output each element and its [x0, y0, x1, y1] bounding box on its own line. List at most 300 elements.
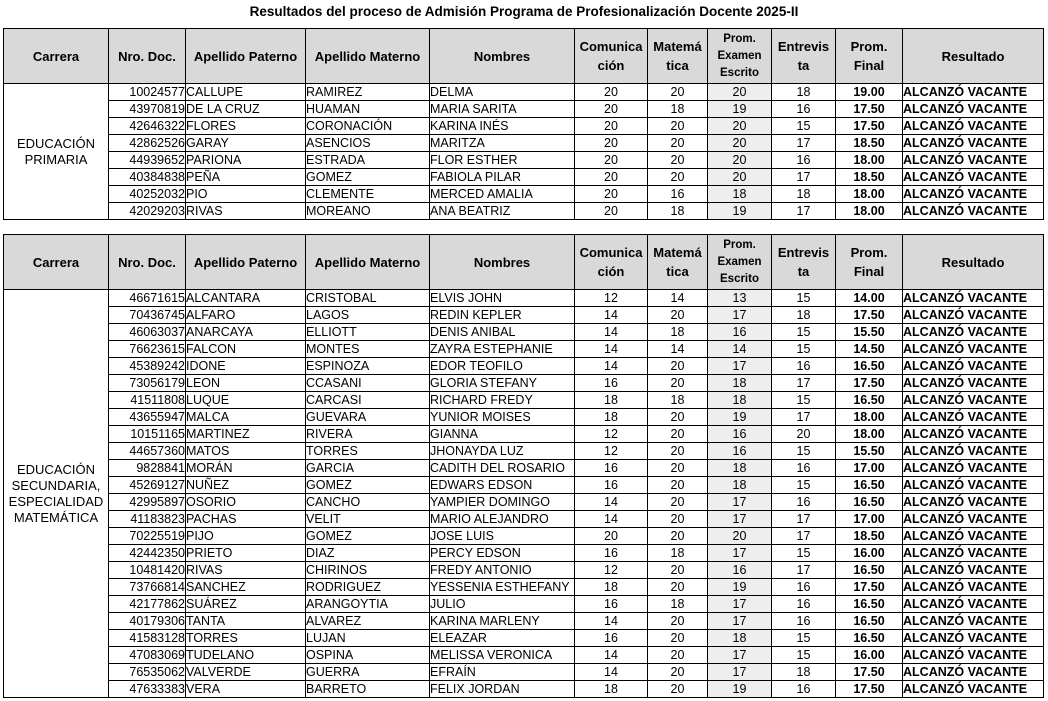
nombres-cell: KARINA MARLENY [430, 613, 575, 630]
apellido-materno-cell: GOMEZ [306, 169, 430, 186]
nombres-cell: FREDY ANTONIO [430, 562, 575, 579]
resultado-cell: ALCANZÓ VACANTE [903, 596, 1044, 613]
resultado-cell: ALCANZÓ VACANTE [903, 460, 1044, 477]
resultado-cell: ALCANZÓ VACANTE [903, 118, 1044, 135]
entrevista-cell: 17 [772, 409, 836, 426]
table-row [4, 290, 1044, 307]
resultado-cell: ALCANZÓ VACANTE [903, 613, 1044, 630]
table-row [4, 630, 1044, 647]
apellido-materno-cell: GOMEZ [306, 528, 430, 545]
header-resultado: Resultado [903, 29, 1044, 84]
nro-doc-cell: 41583128 [109, 630, 186, 647]
apellido-paterno-cell: SUÁREZ [186, 596, 306, 613]
header-comunicacion: Comunica ción [575, 235, 648, 290]
nombres-cell: MARIO ALEJANDRO [430, 511, 575, 528]
nro-doc-cell: 44657360 [109, 443, 186, 460]
prom-examen-cell: 17 [708, 511, 772, 528]
resultado-cell: ALCANZÓ VACANTE [903, 528, 1044, 545]
table-row [4, 528, 1044, 545]
carrera-line: SECUNDARIA, [11, 477, 101, 493]
entrevista-cell: 16 [772, 358, 836, 375]
entrevista-cell: 16 [772, 613, 836, 630]
nro-doc-cell: 42029203 [109, 203, 186, 220]
comunicacion-cell: 14 [575, 341, 648, 358]
resultado-cell: ALCANZÓ VACANTE [903, 152, 1044, 169]
comunicacion-cell: 18 [575, 392, 648, 409]
comunicacion-cell: 20 [575, 84, 648, 101]
table-row [4, 152, 1044, 169]
apellido-paterno-cell: FLORES [186, 118, 306, 135]
table-row [4, 545, 1044, 562]
entrevista-cell: 15 [772, 290, 836, 307]
entrevista-cell: 18 [772, 84, 836, 101]
entrevista-cell: 15 [772, 118, 836, 135]
matematica-cell: 20 [648, 375, 708, 392]
header-apellido-paterno: Apellido Paterno [186, 29, 306, 84]
matematica-cell: 20 [648, 511, 708, 528]
prom-final-cell: 16.50 [836, 494, 903, 511]
apellido-paterno-cell: MARTINEZ [186, 426, 306, 443]
apellido-materno-cell: LAGOS [306, 307, 430, 324]
nro-doc-cell: 46063037 [109, 324, 186, 341]
nombres-cell: DELMA [430, 84, 575, 101]
header-entrevista: Entrevis ta [772, 235, 836, 290]
nro-doc-cell: 43655947 [109, 409, 186, 426]
table-row [4, 307, 1044, 324]
prom-examen-cell: 17 [708, 647, 772, 664]
nombres-cell: MERCED AMALIA [430, 186, 575, 203]
carrera-cell [4, 84, 109, 220]
nombres-cell: ELVIS JOHN [430, 290, 575, 307]
apellido-paterno-cell: PIJO [186, 528, 306, 545]
prom-final-cell: 18.50 [836, 135, 903, 152]
apellido-paterno-cell: OSORIO [186, 494, 306, 511]
prom-examen-cell: 19 [708, 101, 772, 118]
nombres-cell: EDWARS EDSON [430, 477, 575, 494]
resultado-cell: ALCANZÓ VACANTE [903, 392, 1044, 409]
page-title: Resultados del proceso de Admisión Programa de Profesionalización Docente 2025-II [249, 4, 799, 19]
comunicacion-cell: 16 [575, 596, 648, 613]
prom-final-cell: 14.00 [836, 290, 903, 307]
table-header-row [4, 29, 1044, 84]
comunicacion-cell: 20 [575, 528, 648, 545]
matematica-cell: 20 [648, 460, 708, 477]
resultado-cell: ALCANZÓ VACANTE [903, 664, 1044, 681]
apellido-materno-cell: GUEVARA [306, 409, 430, 426]
matematica-cell: 20 [648, 307, 708, 324]
entrevista-cell: 15 [772, 392, 836, 409]
matematica-cell: 20 [648, 169, 708, 186]
comunicacion-cell: 12 [575, 562, 648, 579]
entrevista-cell: 15 [772, 545, 836, 562]
prom-examen-cell: 13 [708, 290, 772, 307]
prom-final-cell: 16.50 [836, 562, 903, 579]
entrevista-cell: 16 [772, 579, 836, 596]
entrevista-cell: 16 [772, 152, 836, 169]
nro-doc-cell: 42442350 [109, 545, 186, 562]
prom-examen-cell: 18 [708, 630, 772, 647]
apellido-materno-cell: MOREANO [306, 203, 430, 220]
matematica-cell: 18 [648, 101, 708, 118]
matematica-cell: 20 [648, 84, 708, 101]
entrevista-cell: 17 [772, 375, 836, 392]
prom-final-cell: 17.00 [836, 511, 903, 528]
table-row [4, 511, 1044, 528]
prom-final-cell: 17.50 [836, 664, 903, 681]
header-entrevista: Entrevis ta [772, 29, 836, 84]
resultado-cell: ALCANZÓ VACANTE [903, 647, 1044, 664]
apellido-paterno-cell: RIVAS [186, 203, 306, 220]
prom-final-cell: 17.00 [836, 460, 903, 477]
resultado-cell: ALCANZÓ VACANTE [903, 579, 1044, 596]
nombres-cell: JOSE LUIS [430, 528, 575, 545]
resultado-cell: ALCANZÓ VACANTE [903, 681, 1044, 698]
matematica-cell: 20 [648, 118, 708, 135]
comunicacion-cell: 14 [575, 324, 648, 341]
nombres-cell: FELIX JORDAN [430, 681, 575, 698]
comunicacion-cell: 18 [575, 409, 648, 426]
table-row [4, 392, 1044, 409]
table-row [4, 375, 1044, 392]
comunicacion-cell: 16 [575, 375, 648, 392]
prom-final-cell: 15.50 [836, 443, 903, 460]
matematica-cell: 18 [648, 203, 708, 220]
nro-doc-cell: 70225519 [109, 528, 186, 545]
apellido-materno-cell: CORONACIÓN [306, 118, 430, 135]
prom-examen-cell: 16 [708, 426, 772, 443]
nro-doc-cell: 76623615 [109, 341, 186, 358]
apellido-paterno-cell: ANARCAYA [186, 324, 306, 341]
comunicacion-cell: 16 [575, 477, 648, 494]
table-header-row [4, 235, 1044, 290]
apellido-paterno-cell: FALCON [186, 341, 306, 358]
prom-examen-cell: 20 [708, 135, 772, 152]
nro-doc-cell: 42646322 [109, 118, 186, 135]
matematica-cell: 18 [648, 392, 708, 409]
prom-examen-cell: 19 [708, 409, 772, 426]
apellido-paterno-cell: PARIONA [186, 152, 306, 169]
apellido-materno-cell: MONTES [306, 341, 430, 358]
header-apellido-materno: Apellido Materno [306, 235, 430, 290]
apellido-paterno-cell: VALVERDE [186, 664, 306, 681]
prom-final-cell: 16.50 [836, 630, 903, 647]
apellido-paterno-cell: SANCHEZ [186, 579, 306, 596]
header-matematica: Matemá tica [648, 235, 708, 290]
nro-doc-cell: 73766814 [109, 579, 186, 596]
prom-final-cell: 19.00 [836, 84, 903, 101]
apellido-paterno-cell: PEÑA [186, 169, 306, 186]
table-row [4, 169, 1044, 186]
nro-doc-cell: 43970819 [109, 101, 186, 118]
nro-doc-cell: 9828841 [109, 460, 186, 477]
nro-doc-cell: 41183823 [109, 511, 186, 528]
apellido-materno-cell: GARCIA [306, 460, 430, 477]
header-apellido-paterno: Apellido Paterno [186, 235, 306, 290]
nro-doc-cell: 42177862 [109, 596, 186, 613]
comunicacion-cell: 16 [575, 545, 648, 562]
apellido-paterno-cell: CALLUPE [186, 84, 306, 101]
apellido-paterno-cell: ALCANTARA [186, 290, 306, 307]
matematica-cell: 20 [648, 443, 708, 460]
resultado-cell: ALCANZÓ VACANTE [903, 375, 1044, 392]
apellido-materno-cell: OSPINA [306, 647, 430, 664]
resultado-cell: ALCANZÓ VACANTE [903, 562, 1044, 579]
nro-doc-cell: 47083069 [109, 647, 186, 664]
apellido-materno-cell: LUJAN [306, 630, 430, 647]
resultado-cell: ALCANZÓ VACANTE [903, 545, 1044, 562]
header-prom-final: Prom. Final [836, 235, 903, 290]
apellido-materno-cell: GOMEZ [306, 477, 430, 494]
prom-final-cell: 16.50 [836, 596, 903, 613]
resultado-cell: ALCANZÓ VACANTE [903, 186, 1044, 203]
prom-examen-cell: 19 [708, 681, 772, 698]
resultado-cell: ALCANZÓ VACANTE [903, 630, 1044, 647]
comunicacion-cell: 12 [575, 426, 648, 443]
prom-final-cell: 16.50 [836, 477, 903, 494]
comunicacion-cell: 14 [575, 307, 648, 324]
nombres-cell: PERCY EDSON [430, 545, 575, 562]
carrera-cell [4, 290, 109, 698]
table-row [4, 647, 1044, 664]
header-carrera: Carrera [4, 29, 109, 84]
entrevista-cell: 15 [772, 647, 836, 664]
resultado-cell: ALCANZÓ VACANTE [903, 341, 1044, 358]
prom-examen-cell: 17 [708, 545, 772, 562]
comunicacion-cell: 14 [575, 664, 648, 681]
nombres-cell: REDIN KEPLER [430, 307, 575, 324]
nro-doc-cell: 41511808 [109, 392, 186, 409]
nro-doc-cell: 40384838 [109, 169, 186, 186]
carrera-line: EDUCACIÓN [16, 135, 95, 151]
entrevista-cell: 18 [772, 664, 836, 681]
matematica-cell: 20 [648, 426, 708, 443]
comunicacion-cell: 14 [575, 613, 648, 630]
nombres-cell: YESSENIA ESTHEFANY [430, 579, 575, 596]
nro-doc-cell: 46671615 [109, 290, 186, 307]
table-row [4, 409, 1044, 426]
comunicacion-cell: 20 [575, 186, 648, 203]
nombres-cell: FLOR ESTHER [430, 152, 575, 169]
prom-examen-cell: 20 [708, 118, 772, 135]
header-comunicacion: Comunica ción [575, 29, 648, 84]
matematica-cell: 20 [648, 681, 708, 698]
prom-final-cell: 16.50 [836, 613, 903, 630]
apellido-materno-cell: HUAMAN [306, 101, 430, 118]
entrevista-cell: 16 [772, 494, 836, 511]
nro-doc-cell: 44939652 [109, 152, 186, 169]
nombres-cell: MARITZA [430, 135, 575, 152]
nro-doc-cell: 10151165 [109, 426, 186, 443]
apellido-materno-cell: RIVERA [306, 426, 430, 443]
header-prom-final: Prom. Final [836, 29, 903, 84]
table-row [4, 358, 1044, 375]
resultado-cell: ALCANZÓ VACANTE [903, 169, 1044, 186]
comunicacion-cell: 20 [575, 101, 648, 118]
resultado-cell: ALCANZÓ VACANTE [903, 203, 1044, 220]
matematica-cell: 20 [648, 358, 708, 375]
comunicacion-cell: 12 [575, 290, 648, 307]
apellido-paterno-cell: PIO [186, 186, 306, 203]
apellido-materno-cell: CCASANI [306, 375, 430, 392]
apellido-paterno-cell: LEON [186, 375, 306, 392]
carrera-line: MATEMÁTICA [13, 509, 99, 525]
nro-doc-cell: 40179306 [109, 613, 186, 630]
matematica-cell: 20 [648, 664, 708, 681]
prom-final-cell: 17.50 [836, 118, 903, 135]
matematica-cell: 20 [648, 409, 708, 426]
nro-doc-cell: 45389242 [109, 358, 186, 375]
resultado-cell: ALCANZÓ VACANTE [903, 358, 1044, 375]
entrevista-cell: 20 [772, 426, 836, 443]
prom-examen-cell: 18 [708, 186, 772, 203]
apellido-materno-cell: CRISTOBAL [306, 290, 430, 307]
prom-examen-cell: 18 [708, 477, 772, 494]
nro-doc-cell: 10024577 [109, 84, 186, 101]
prom-final-cell: 18.00 [836, 203, 903, 220]
apellido-paterno-cell: MORÁN [186, 460, 306, 477]
matematica-cell: 20 [648, 528, 708, 545]
apellido-paterno-cell: TORRES [186, 630, 306, 647]
apellido-materno-cell: DIAZ [306, 545, 430, 562]
prom-final-cell: 17.50 [836, 681, 903, 698]
matematica-cell: 18 [648, 545, 708, 562]
header-resultado: Resultado [903, 235, 1044, 290]
nombres-cell: EDOR TEOFILO [430, 358, 575, 375]
prom-final-cell: 18.00 [836, 409, 903, 426]
table-row [4, 596, 1044, 613]
nombres-cell: ELEAZAR [430, 630, 575, 647]
table-row [4, 579, 1044, 596]
prom-final-cell: 15.50 [836, 324, 903, 341]
prom-final-cell: 18.00 [836, 426, 903, 443]
prom-examen-cell: 17 [708, 494, 772, 511]
resultado-cell: ALCANZÓ VACANTE [903, 307, 1044, 324]
comunicacion-cell: 20 [575, 135, 648, 152]
header-matematica: Matemá tica [648, 29, 708, 84]
table-row [4, 118, 1044, 135]
nro-doc-cell: 42995897 [109, 494, 186, 511]
table-row [4, 84, 1044, 101]
nombres-cell: ZAYRA ESTEPHANIE [430, 341, 575, 358]
apellido-paterno-cell: RIVAS [186, 562, 306, 579]
apellido-paterno-cell: LUQUE [186, 392, 306, 409]
apellido-materno-cell: ALVAREZ [306, 613, 430, 630]
table-row [4, 135, 1044, 152]
entrevista-cell: 18 [772, 186, 836, 203]
table-row [4, 681, 1044, 698]
prom-examen-cell: 19 [708, 579, 772, 596]
nro-doc-cell: 76535062 [109, 664, 186, 681]
prom-examen-cell: 16 [708, 324, 772, 341]
prom-examen-cell: 18 [708, 460, 772, 477]
header-nombres: Nombres [430, 29, 575, 84]
prom-examen-cell: 17 [708, 358, 772, 375]
resultado-cell: ALCANZÓ VACANTE [903, 135, 1044, 152]
prom-examen-cell: 18 [708, 392, 772, 409]
apellido-paterno-cell: NUÑEZ [186, 477, 306, 494]
entrevista-cell: 15 [772, 443, 836, 460]
resultado-cell: ALCANZÓ VACANTE [903, 426, 1044, 443]
nombres-cell: YUNIOR MOISES [430, 409, 575, 426]
matematica-cell: 20 [648, 630, 708, 647]
resultado-cell: ALCANZÓ VACANTE [903, 409, 1044, 426]
nombres-cell: DENIS ANIBAL [430, 324, 575, 341]
header-nombres: Nombres [430, 235, 575, 290]
table-row [4, 203, 1044, 220]
prom-final-cell: 17.50 [836, 375, 903, 392]
nombres-cell: MELISSA VERONICA [430, 647, 575, 664]
nombres-cell: YAMPIER DOMINGO [430, 494, 575, 511]
comunicacion-cell: 20 [575, 169, 648, 186]
table-row [4, 460, 1044, 477]
results-table-primaria [3, 28, 1044, 220]
apellido-paterno-cell: DE LA CRUZ [186, 101, 306, 118]
comunicacion-cell: 14 [575, 494, 648, 511]
apellido-materno-cell: CARCASI [306, 392, 430, 409]
nro-doc-cell: 45269127 [109, 477, 186, 494]
matematica-cell: 14 [648, 290, 708, 307]
entrevista-cell: 17 [772, 562, 836, 579]
comunicacion-cell: 20 [575, 152, 648, 169]
resultado-cell: ALCANZÓ VACANTE [903, 511, 1044, 528]
entrevista-cell: 15 [772, 324, 836, 341]
entrevista-cell: 17 [772, 203, 836, 220]
prom-examen-cell: 17 [708, 307, 772, 324]
prom-final-cell: 17.50 [836, 579, 903, 596]
nombres-cell: KARINA INÉS [430, 118, 575, 135]
prom-examen-cell: 16 [708, 443, 772, 460]
entrevista-cell: 17 [772, 135, 836, 152]
entrevista-cell: 16 [772, 460, 836, 477]
apellido-materno-cell: ASENCIOS [306, 135, 430, 152]
prom-final-cell: 18.50 [836, 528, 903, 545]
carrera-line: EDUCACIÓN [16, 461, 95, 477]
table-row [4, 426, 1044, 443]
apellido-paterno-cell: TUDELANO [186, 647, 306, 664]
entrevista-cell: 15 [772, 341, 836, 358]
nro-doc-cell: 10481420 [109, 562, 186, 579]
table-row [4, 494, 1044, 511]
nombres-cell: RICHARD FREDY [430, 392, 575, 409]
nombres-cell: GLORIA STEFANY [430, 375, 575, 392]
matematica-cell: 18 [648, 596, 708, 613]
apellido-paterno-cell: PRIETO [186, 545, 306, 562]
matematica-cell: 20 [648, 647, 708, 664]
apellido-materno-cell: ESPINOZA [306, 358, 430, 375]
header-apellido-materno: Apellido Materno [306, 29, 430, 84]
header-nro-doc: Nro. Doc. [109, 29, 186, 84]
prom-examen-cell: 14 [708, 341, 772, 358]
table-row [4, 443, 1044, 460]
nro-doc-cell: 73056179 [109, 375, 186, 392]
resultado-cell: ALCANZÓ VACANTE [903, 290, 1044, 307]
apellido-materno-cell: CHIRINOS [306, 562, 430, 579]
comunicacion-cell: 20 [575, 118, 648, 135]
comunicacion-cell: 14 [575, 511, 648, 528]
resultado-cell: ALCANZÓ VACANTE [903, 101, 1044, 118]
nombres-cell: GIANNA [430, 426, 575, 443]
prom-final-cell: 17.50 [836, 101, 903, 118]
prom-examen-cell: 20 [708, 84, 772, 101]
nombres-cell: MARIA SARITA [430, 101, 575, 118]
entrevista-cell: 17 [772, 511, 836, 528]
nombres-cell: JHONAYDA LUZ [430, 443, 575, 460]
table-row [4, 477, 1044, 494]
table-row [4, 562, 1044, 579]
apellido-materno-cell: CANCHO [306, 494, 430, 511]
prom-examen-cell: 17 [708, 596, 772, 613]
comunicacion-cell: 20 [575, 203, 648, 220]
